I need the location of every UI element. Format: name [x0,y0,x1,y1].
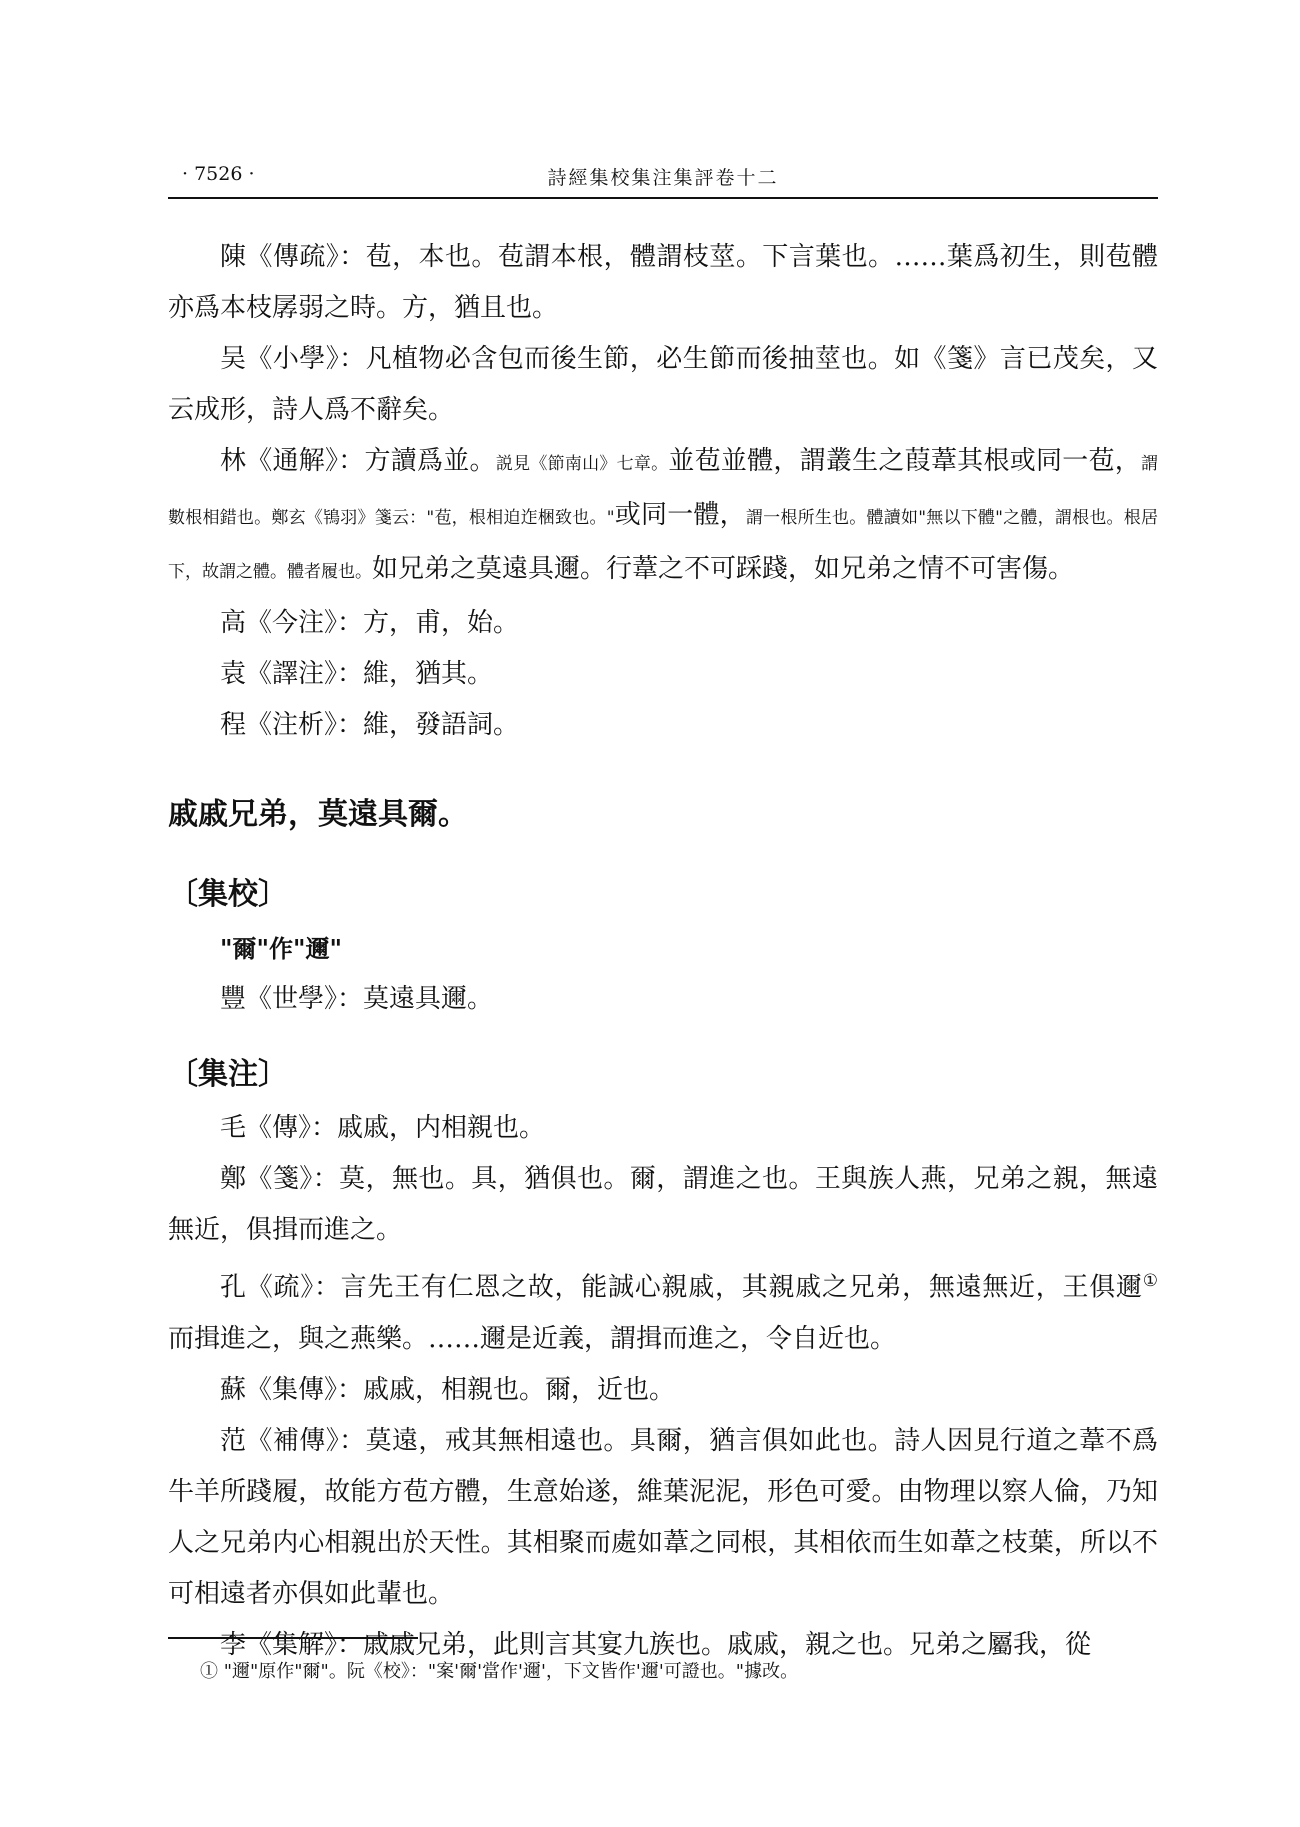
page-header [168,163,1158,193]
paragraph-gao: 高《今注》：方，甫，始。 [220,608,520,638]
verse-line: 戚戚兄弟，莫遠具爾。 [168,797,468,832]
paragraph-mao: 毛《傳》：戚戚，内相親也。 [220,1113,546,1143]
page-number: · 7526 · [182,163,255,185]
page-body [168,232,1158,1671]
running-title: 詩經集校集注集評卷十二 [547,167,779,189]
header-rule [168,197,1158,199]
paragraph-yuan: 袁《譯注》：維，猶其。 [220,659,494,689]
kong-text-2: 而揖進之，與之燕樂。……邇是近義，謂揖而進之，令自近也。 [168,1323,897,1354]
collation-subhead: "爾"作"邇" [220,934,343,963]
paragraph-feng: 豐《世學》：莫遠具邇。 [220,984,494,1014]
section-title-jizhu: 〔集注〕 [168,1057,288,1092]
paragraph-fan: 范《補傳》：莫遠，戒其無相遠也。具爾，猶言俱如此也。詩人因見行道之葦不爲牛羊所踐履，故能方苞方體，生意始遂，維葉泥泥，形色可愛。由物理以察人倫，乃知人之兄弟内心相親出於天性。其相聚而處如葦之同根，其相依而生如葦之枝葉，所以不可相遠者亦俱如此輩也。 [168,1425,1158,1609]
paragraph-kong [168,1256,1158,1365]
lin-text-4: 如兄弟之莫遠具邇。行葦之不可踩踐，如兄弟之情不可害傷。 [372,554,1075,584]
lin-note-2: 謂數根相錯也。鄭玄《鴇羽》箋云："苞，根相迫迮梱致也。" [168,454,1158,528]
footnote-rule [168,1637,418,1639]
paragraph-zheng: 鄭《箋》：莫，無也。具，猶俱也。爾，謂進之也。王與族人燕，兄弟之親，無遠無近，俱揖而進之。 [168,1164,1158,1245]
lin-text-1: 林《通解》：方讀爲並。 [220,446,496,476]
kong-text-1: 孔《疏》：言先王有仁恩之故，能誠心親戚，其親戚之兄弟，無遠無近，王俱邇 [220,1272,1143,1303]
footnote: ① "邇"原作"爾"。阮《校》："案'爾'當作'邇'，下文皆作'邇'可證也。"據改。 [200,1661,799,1682]
paragraph-li: 李《集解》：戚戚兄弟，此則言其宴九族也。戚戚，親之也。兄弟之屬我，從 [220,1629,1092,1660]
footnote-marker: ① [1142,1271,1158,1291]
paragraph-lin [168,436,1158,598]
paragraph-cheng: 程《注析》：維，發語詞。 [220,710,520,740]
paragraph-su: 蘇《集傳》：戚戚，相親也。爾，近也。 [220,1374,676,1405]
paragraph-chen: 陳《傳疏》：苞，本也。苞謂本根，體謂枝莖。下言葉也。……葉爲初生，則苞體亦爲本枝孱弱之時。方，猶且也。 [168,242,1158,323]
lin-note-3: 謂一根所生也。體讀如"無以下體"之體，謂根也。根居下，故謂之體。體者履也。 [168,508,1159,582]
lin-text-3: 或同一體， [614,500,746,530]
lin-note-1: 説見《節南山》七章。 [495,454,669,474]
paragraph-wu: 吴《小學》：凡植物必含包而後生節，必生節而後抽莖也。如《箋》言已茂矣，又云成形，詩人爲不辭矣。 [168,344,1158,425]
section-title-jixiao: 〔集校〕 [168,877,288,912]
lin-text-2: 並苞並體，謂叢生之葭葦其根或同一苞， [668,446,1141,476]
